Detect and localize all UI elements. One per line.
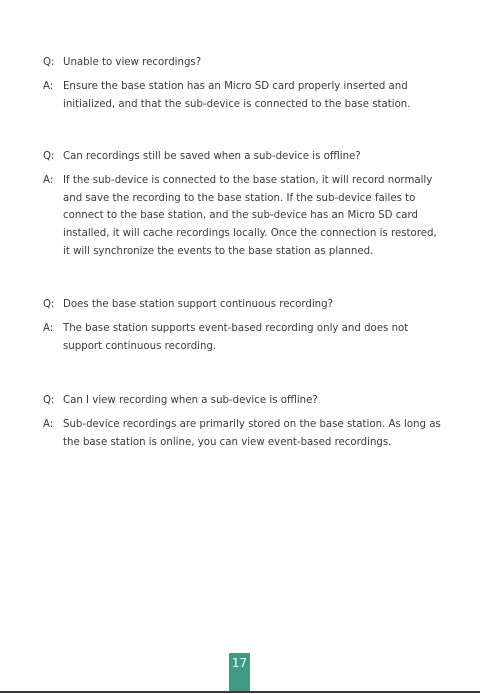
answer-text: If the sub-device is connected to the base station, it will record normally and save the recording to the base station. If the sub-device failes to connect to the base station, and the sub-device has an Micro SD card installed, it will cache recordings locally. Once the connection is restored, it will synchronize the events to the base station as planned. <box>63 174 437 257</box>
question-row <box>43 392 443 410</box>
answer-row <box>43 416 443 452</box>
answer-row <box>43 320 443 356</box>
question-row <box>43 148 443 166</box>
question-marker: Q: <box>43 151 55 162</box>
page-number: 17 <box>231 656 248 670</box>
bottom-rule <box>0 691 480 693</box>
question-text: Can recordings still be saved when a sub-device is offline? <box>63 151 361 162</box>
answer-marker: A: <box>43 174 54 186</box>
answer-row <box>43 172 443 261</box>
faq-item-2 <box>43 148 443 261</box>
answer-marker: A: <box>43 418 54 430</box>
faq-item-4 <box>43 392 443 451</box>
answer-text: Sub-device recordings are primarily stored on the base station. As long as the base station is online, you can view event-based recordings. <box>63 418 441 448</box>
question-text: Does the base station support continuous recording? <box>63 299 333 310</box>
page-number-tab <box>229 653 250 692</box>
answer-row <box>43 78 443 114</box>
question-text: Can I view recording when a sub-device is offline? <box>63 395 318 406</box>
question-marker: Q: <box>43 395 55 406</box>
answer-marker: A: <box>43 322 54 334</box>
question-row <box>43 296 443 314</box>
faq-item-1 <box>43 54 443 113</box>
answer-marker: A: <box>43 80 54 92</box>
question-row <box>43 54 443 72</box>
answer-text: Ensure the base station has an Micro SD card properly inserted and initialized, and that the sub-device is connected to the base station. <box>63 80 411 110</box>
question-text: Unable to view recordings? <box>63 57 202 68</box>
question-marker: Q: <box>43 57 55 68</box>
question-marker: Q: <box>43 299 55 310</box>
faq-item-3 <box>43 296 443 355</box>
answer-text: The base station supports event-based recording only and does not support continuous recording. <box>63 322 409 352</box>
